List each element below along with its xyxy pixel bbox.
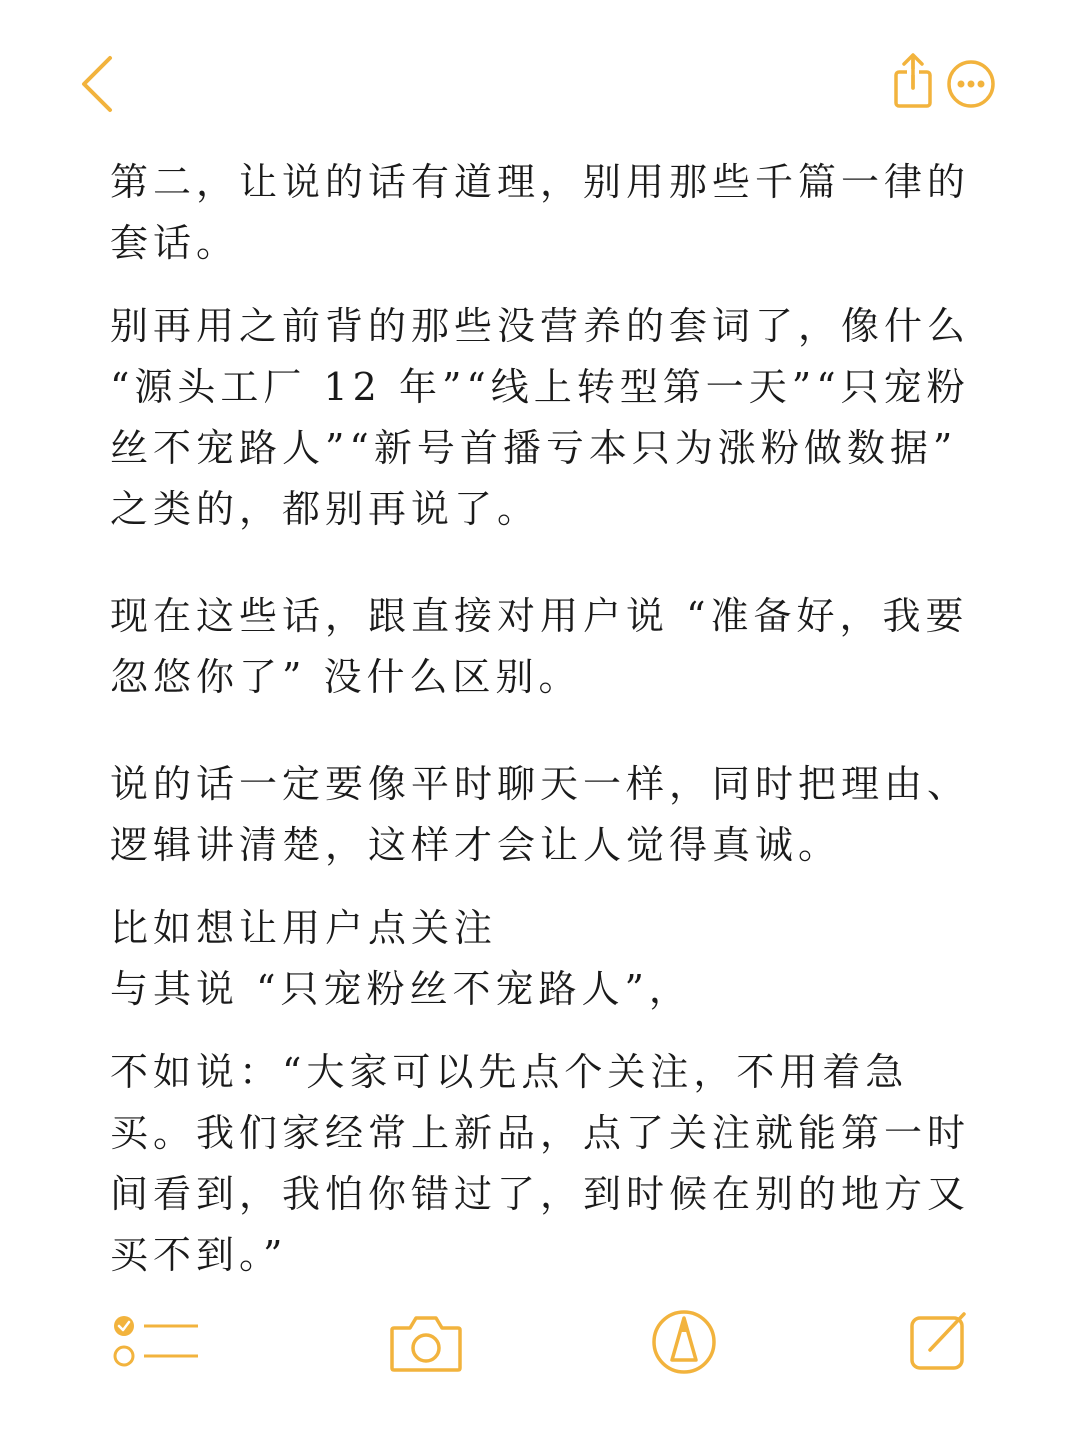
- more-circle-icon[interactable]: [945, 58, 997, 110]
- note-paragraph: 不如说：“大家可以先点个关注，不用着急买。我们家经常上新品，点了关注就能第一时间看到，我怕你错过了，到时候在别的地方又买不到。”: [110, 1050, 971, 1277]
- compose-icon[interactable]: [908, 1310, 970, 1372]
- note-paragraph: 与其说 “只宠粉丝不宠路人”，: [110, 967, 692, 1011]
- note-paragraph: 说的话一定要像平时聊天一样，同时把理由、逻辑讲清楚，这样才会让人觉得真诚。: [110, 762, 971, 867]
- checklist-icon[interactable]: [110, 1310, 202, 1372]
- top-toolbar: [0, 0, 1080, 150]
- share-icon[interactable]: [890, 52, 936, 110]
- note-paragraph: 第二，让说的话有道理，别用那些千篇一律的套话。: [110, 160, 971, 265]
- note-paragraph: 现在这些话，跟直接对用户说 “准备好，我要忽悠你了” 没什么区别。: [110, 594, 969, 699]
- note-body[interactable]: [110, 152, 990, 1286]
- back-chevron-left-icon[interactable]: [78, 54, 118, 114]
- markup-pen-icon[interactable]: [650, 1308, 718, 1376]
- note-paragraph: 比如想让用户点关注: [110, 906, 498, 950]
- bottom-toolbar: [0, 1300, 1080, 1390]
- camera-icon[interactable]: [388, 1312, 464, 1374]
- note-paragraph: 别再用之前背的那些没营养的套词了，像什么 “源头工厂 12 年”“线上转型第一天”“只宠粉丝不宠路人”“新号首播亏本只为涨粉做数据” 之类的，都别再说了。: [110, 304, 971, 531]
